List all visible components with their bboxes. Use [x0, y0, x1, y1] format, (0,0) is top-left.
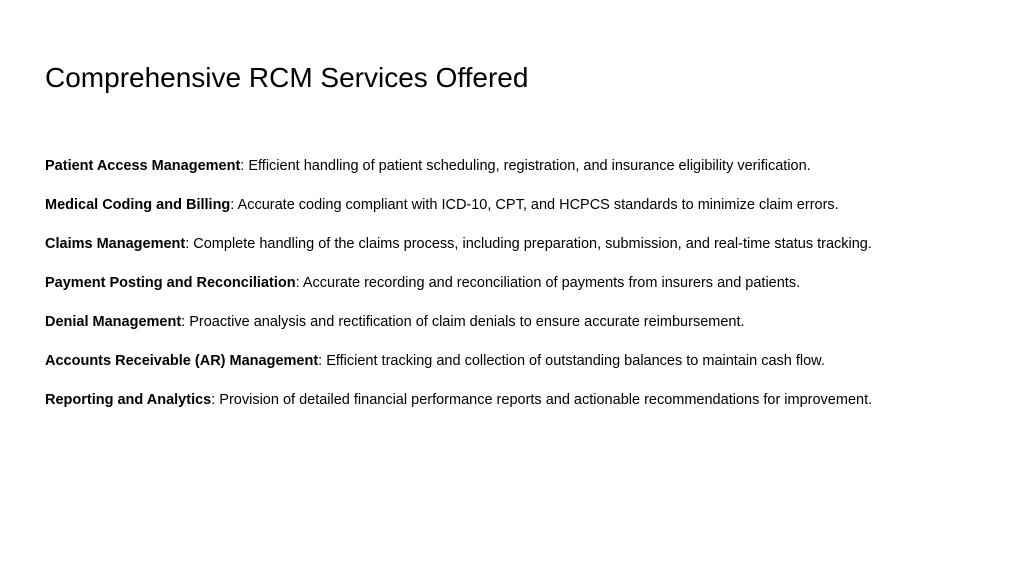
- service-item-denial: [45, 312, 1005, 351]
- service-item-accounts-receivable: [45, 351, 1005, 390]
- service-description: : Accurate coding compliant with ICD-10, CPT, and HCPCS standards to minimize claim errors.: [230, 197, 839, 213]
- service-description: : Efficient tracking and collection of outstanding balances to maintain cash flow.: [318, 353, 825, 369]
- service-item-patient-access: [45, 156, 1005, 195]
- service-name: Accounts Receivable (AR) Management: [45, 353, 319, 369]
- service-item-coding-billing: [45, 195, 1005, 234]
- service-name: Payment Posting and Reconciliation: [45, 275, 296, 291]
- service-description: : Provision of detailed financial performance reports and actionable recommendations for improvement.: [211, 392, 873, 408]
- service-name: Denial Management: [45, 314, 182, 330]
- service-item-payment-posting: [45, 273, 1005, 312]
- service-name: Reporting and Analytics: [45, 392, 212, 408]
- service-name: Claims Management: [45, 236, 186, 252]
- service-description: : Efficient handling of patient scheduling, registration, and insurance eligibility verification.: [240, 158, 811, 174]
- service-item-claims: [45, 234, 1005, 273]
- services-list: [45, 156, 1005, 429]
- service-item-reporting: [45, 390, 1005, 429]
- service-name: Patient Access Management: [45, 158, 241, 174]
- service-description: : Complete handling of the claims process, including preparation, submission, and real-time status tracking.: [185, 236, 872, 252]
- service-name: Medical Coding and Billing: [45, 197, 231, 213]
- slide-title: Comprehensive RCM Services Offered: [45, 62, 529, 93]
- service-description: : Accurate recording and reconciliation of payments from insurers and patients.: [295, 275, 801, 291]
- service-description: : Proactive analysis and rectification of claim denials to ensure accurate reimbursement.: [181, 314, 745, 330]
